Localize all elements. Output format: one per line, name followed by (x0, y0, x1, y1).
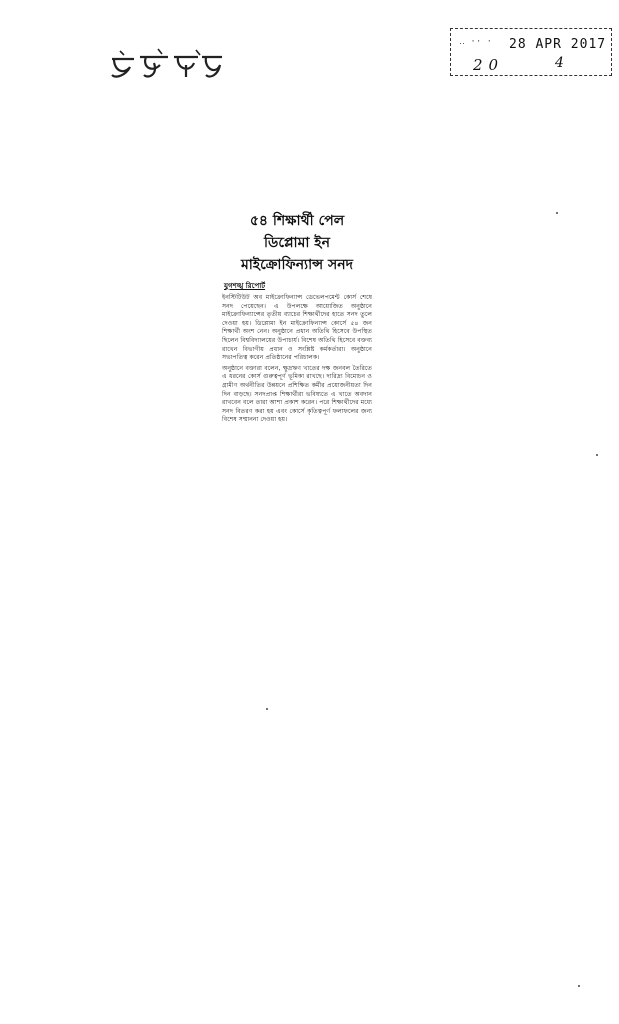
scan-speck (596, 454, 598, 456)
article-headline (222, 210, 372, 276)
headline-line-1: ৫৪ শিক্ষার্থী পেল (249, 213, 345, 229)
archive-date-stamp (450, 28, 612, 76)
scan-speck (578, 985, 580, 987)
stamp-page-number: 20 (473, 56, 505, 74)
stamp-prefix: ‥ ·· · (459, 37, 493, 47)
article-byline: যুগশঙ্খ রিপোর্ট (224, 282, 266, 290)
news-clipping (222, 210, 372, 427)
scan-speck (556, 212, 558, 214)
stamp-date: 28 APR 2017 (509, 37, 607, 52)
article-paragraph-1: ইনস্টিটিউট অব মাইক্রোফিন্যান্স ডেভেলপমেন্ট কোর্স শেষে সনদ পেয়েছেন। এ উপলক্ষে আয়োজিত অনুষ্ঠানে মাইক্রোফিন্যান্সের তৃতীয় ব্যাচের শিক্ষার্থীদের হাতে সনদ তুলে দেওয়া হয়। ডিপ্লোমা ইন মাইক্রোফিন্যান্স কোর্সে ৫৪ জন শিক্ষার্থী অংশ নেন। অনুষ্ঠানে প্রধান অতিথি হিসেবে উপস্থিত ছিলেন বিশ্ববিদ্যালয়ের উপাচার্য। বিশেষ অতিথি হিসেবে বক্তব্য রাখেন বিভাগীয় প্রধান ও সংশ্লিষ্ট কর্মকর্তারা। অনুষ্ঠানে সভাপতিত্ব করেন প্রতিষ্ঠানের পরিচালক। (222, 294, 372, 362)
newspaper-masthead-logo (106, 45, 226, 85)
masthead-logo-drawing (106, 45, 226, 85)
stamp-column-number: 4 (555, 55, 564, 71)
headline-line-2: ডিপ্লোমা ইন (264, 235, 330, 251)
scan-speck (266, 708, 268, 710)
headline-line-3: মাইক্রোফিন্যান্স সনদ (240, 257, 354, 273)
article-paragraph-2: অনুষ্ঠানে বক্তারা বলেন, ক্ষুদ্রঋণ খাতের দক্ষ জনবল তৈরিতে এ ধরনের কোর্স গুরুত্বপূর্ণ ভূমিকা রাখছে। দারিদ্র্য বিমোচন ও গ্রামীণ অর্থনীতির উন্নয়নে প্রশিক্ষিত কর্মীর প্রয়োজনীয়তা দিন দিন বাড়ছে। সনদপ্রাপ্ত শিক্ষার্থীরা ভবিষ্যতে এ খাতে অবদান রাখবেন বলে তারা আশা প্রকাশ করেন। পরে শিক্ষার্থীদের মধ্যে সনদ বিতরণ করা হয় এবং কোর্সে কৃতিত্বপূর্ণ ফলাফলের জন্য বিশেষ সম্মাননা দেওয়া হয়। (222, 364, 372, 424)
